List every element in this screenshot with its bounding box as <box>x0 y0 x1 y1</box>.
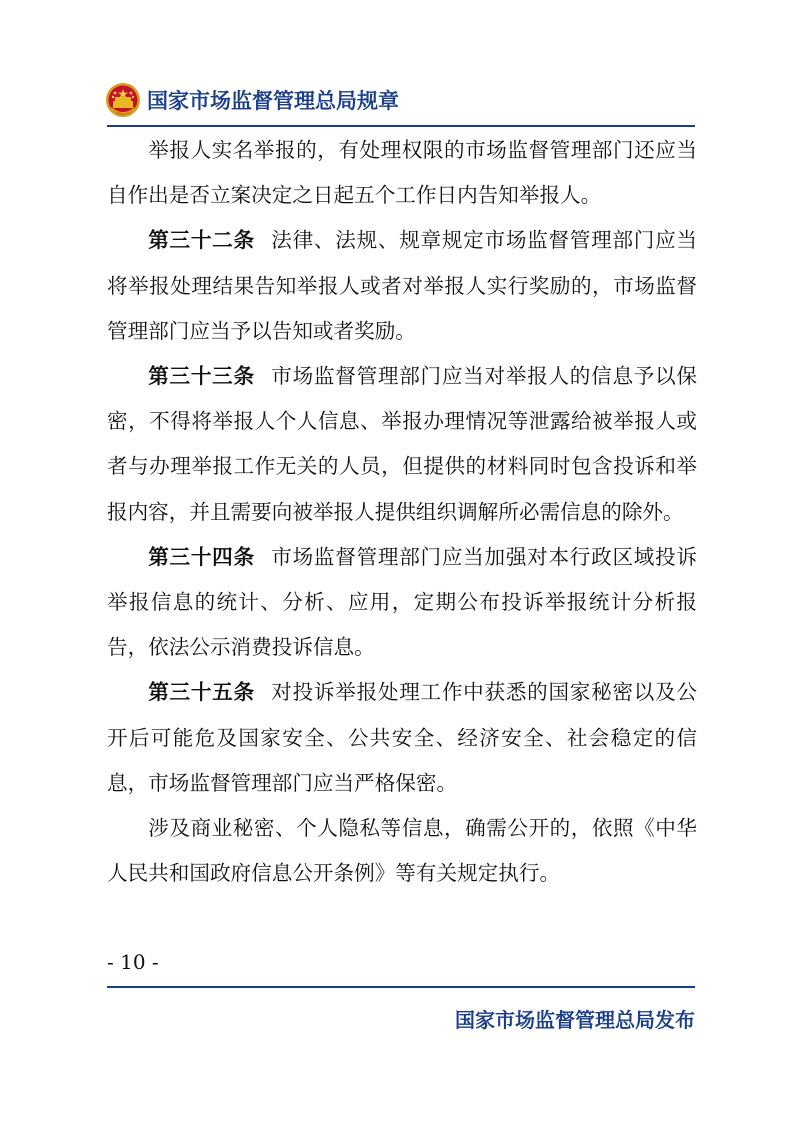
article-number: 第三十三条 <box>148 364 255 389</box>
paragraph <box>107 128 697 218</box>
article-text: 市场监督管理部门应当对举报人的信息予以保密，不得将举报人个人信息、举报办理情况等泄露给被举报人或者与办理举报工作无关的人员，但提供的材料同时包含投诉和举报内容，并且需要向被举报人提供组织调解所必需信息的除外。 <box>107 364 698 524</box>
page-header <box>105 80 399 120</box>
paragraph <box>107 806 697 896</box>
national-emblem-icon <box>105 82 141 118</box>
article-number: 第三十二条 <box>148 228 255 253</box>
header-divider <box>107 125 695 127</box>
article-33 <box>107 354 697 535</box>
article-text: 法律、法规、规章规定市场监督管理部门应当将举报处理结果告知举报人或者对举报人实行奖励的，市场监督管理部门应当予以告知或者奖励。 <box>107 228 698 343</box>
document-body <box>107 128 697 896</box>
paragraph-text: 举报人实名举报的，有处理权限的市场监督管理部门还应当自作出是否立案决定之日起五个工作日内告知举报人。 <box>107 138 697 208</box>
article-number: 第三十四条 <box>148 544 255 569</box>
article-text: 市场监督管理部门应当加强对本行政区域投诉举报信息的统计、分析、应用，定期公布投诉举报统计分析报告，依法公示消费投诉信息。 <box>107 544 698 660</box>
header-title: 国家市场监督管理总局规章 <box>147 89 399 113</box>
article-text: 对投诉举报处理工作中获悉的国家秘密以及公开后可能危及国家安全、公共安全、经济安全、社会稳定的信息，市场监督管理部门应当严格保密。 <box>107 680 698 795</box>
article-32 <box>107 218 697 354</box>
page-number: - 10 - <box>107 950 159 974</box>
article-34 <box>107 535 697 671</box>
article-35 <box>107 670 697 806</box>
footer-publisher: 国家市场监督管理总局发布 <box>455 1008 695 1032</box>
article-number: 第三十五条 <box>148 680 255 705</box>
paragraph-text: 涉及商业秘密、个人隐私等信息，确需公开的，依照《中华人民共和国政府信息公开条例》等有关规定执行。 <box>107 816 697 886</box>
footer-divider <box>107 986 695 988</box>
